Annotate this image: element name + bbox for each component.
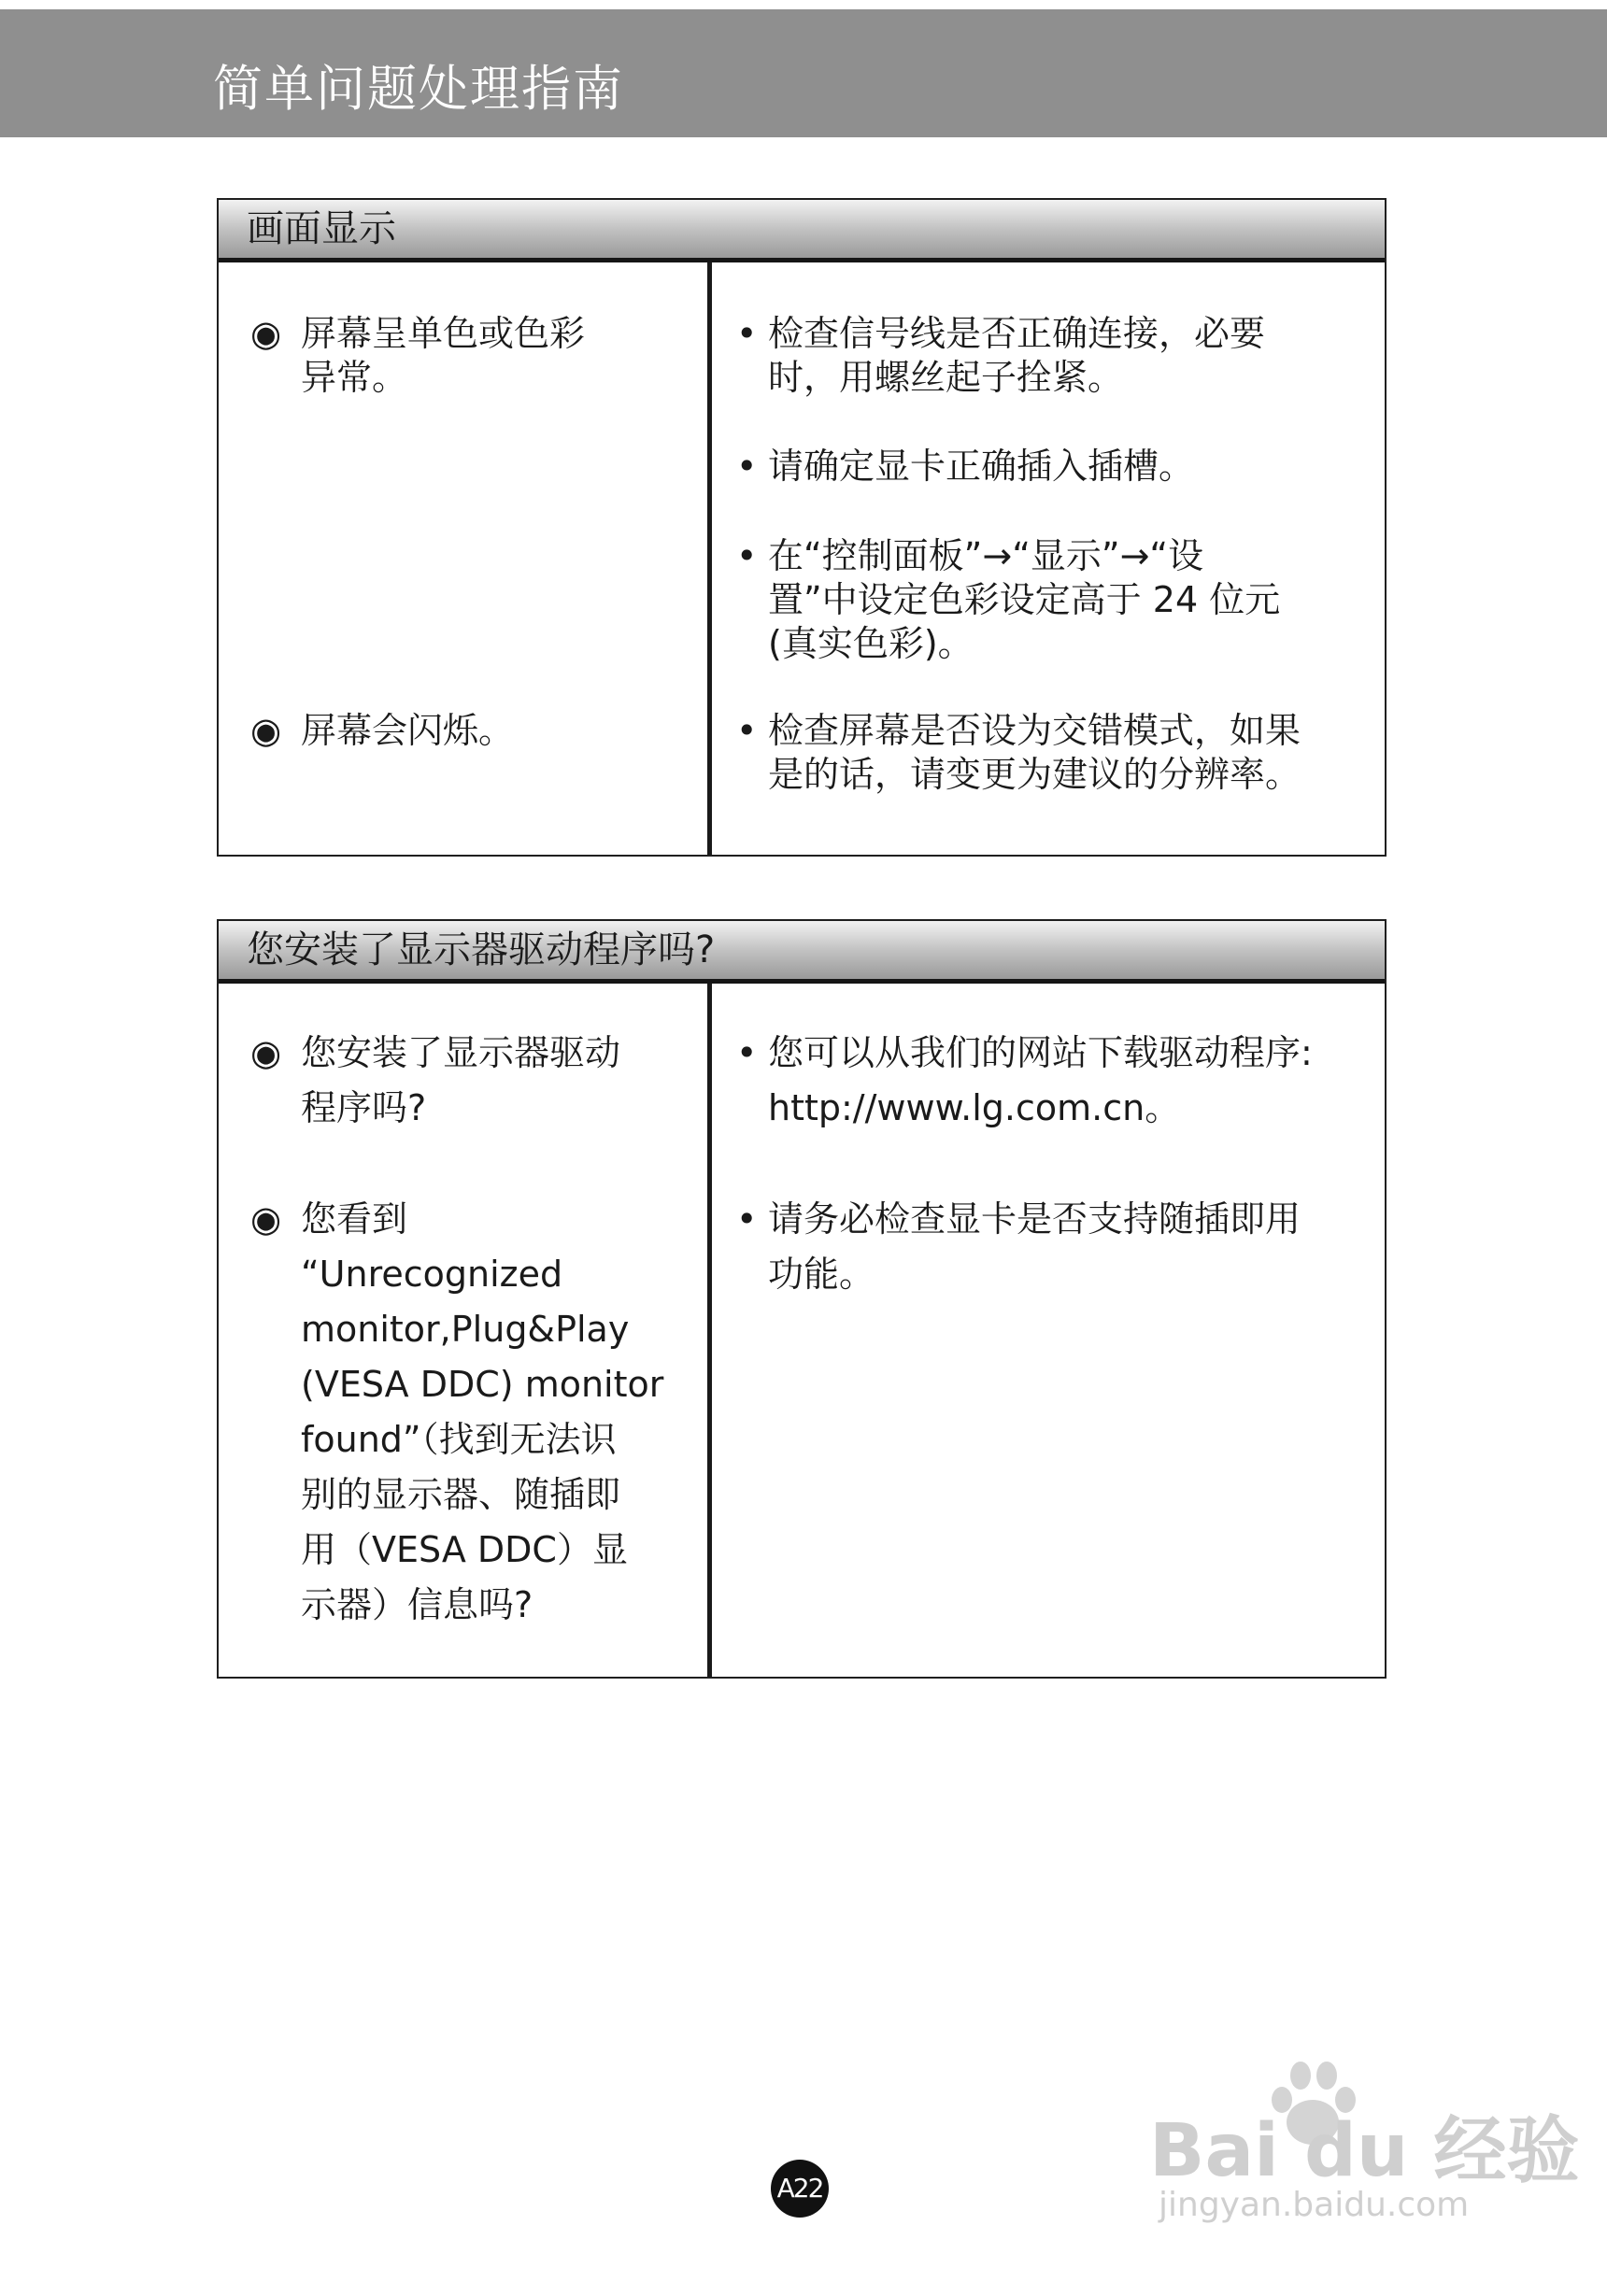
problem-item [250,709,671,753]
solution-text: 您可以从我们的网站下载驱动程序: http://www.lg.com.cn。 [768,1032,1313,1128]
radio-marker-icon: ◉ [250,1032,282,1073]
solution-item [736,312,1372,400]
problem-text: 屏幕呈单色或色彩 异常。 [301,313,586,398]
page-title: 简单问题处理指南 [213,61,624,118]
solution-item [736,1026,1372,1136]
section-title: 您安装了显示器驱动程序吗? [219,921,1385,984]
radio-marker-icon: ◉ [250,1198,282,1240]
section-title: 画面显示 [219,200,1385,262]
bullet-icon: • [736,1198,758,1240]
problem-item [250,1026,671,1136]
solution-text: 请务必检查显卡是否支持随插即用 功能。 [768,1198,1301,1295]
solution-text: 请确定显卡正确插入插槽。 [768,446,1195,487]
watermark-logo: Bai du 经验 [1149,2109,1580,2193]
section-display [217,198,1387,857]
solution-item [736,445,1372,489]
problem-text: 屏幕会闪烁。 [301,710,515,751]
problem-text: 您安装了显示器驱动 程序吗? [301,1032,621,1128]
bullet-icon: • [736,313,758,354]
column-divider [707,262,712,855]
column-divider [707,984,712,1677]
bullet-icon: • [736,446,758,487]
solution-item [736,1192,1372,1302]
solution-item [736,709,1372,797]
bullet-icon: • [736,710,758,751]
solution-text: 检查屏幕是否设为交错模式，如果 是的话，请变更为建议的分辨率。 [768,710,1301,795]
page-number-badge: A22 [771,2160,829,2218]
watermark-url: jingyan.baidu.com [1159,2186,1470,2224]
solution-item [736,534,1372,666]
section-driver [217,919,1387,1679]
problem-item [250,312,671,400]
bullet-icon: • [736,535,758,576]
radio-marker-icon: ◉ [250,313,282,354]
problem-text: 您看到 “Unrecognized monitor,Plug&Play (VESA DDC) monitor found”（找到无法识 别的显示器、随插即 用（VESA DDC）显 示器）信息吗? [301,1198,664,1625]
baidu-watermark [1140,2055,1580,2242]
solution-text: 检查信号线是否正确连接，必要 时，用螺丝起子拴紧。 [768,313,1266,398]
bullet-icon: • [736,1032,758,1073]
problem-item [250,1192,671,1633]
radio-marker-icon: ◉ [250,710,282,751]
solution-text: 在“控制面板”→“显示”→“设 置”中设定色彩设定高于 24 位元 (真实色彩)。 [768,535,1281,664]
